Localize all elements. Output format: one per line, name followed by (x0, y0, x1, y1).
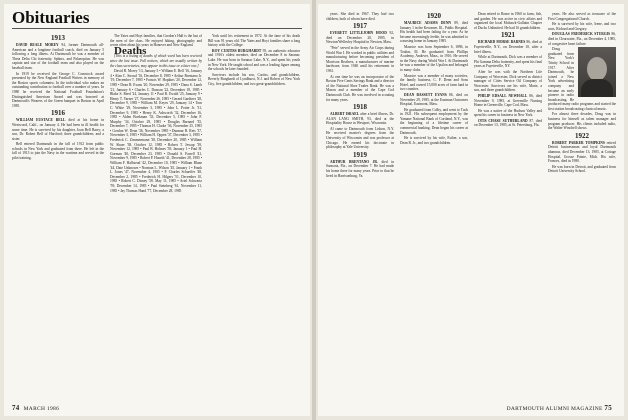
deceased-name: DEAN BASSETT EVANS (404, 92, 447, 97)
deaths-note: [This is a listing of deaths of which word has been received since the last issue. Full notices, which are usually written by the class secretaries, may appear in this issue or a later one.] (110, 54, 202, 68)
column-6 (474, 12, 542, 398)
portrait-suit (581, 79, 613, 97)
obituary-text: In 1919 he received the George C. Comstock award presented by the New England Football Writers in memory of the Boston sports columnist. In the individual who makes an outstanding contribution to football over a number of years. In 1980 he received the National Football Foundation's Distinguished American Award and was honored at Dartmouth's Wearers of the Green banquet in Boston in April 1985. (12, 71, 104, 108)
obituary-text: He graduated from Colby, and went to Tuck in 1921. His subsequent employment by the Yamane National Bank of Cortland, N.Y., was the beginning of a lifetime career of commercial banking. Dean began his career at Dartmouth. (400, 107, 468, 135)
obituary-text: Al came to Dartmouth from Lisbon, N.Y. He received master's degrees from the University of Wisconsin and was professor at Chicago. He earned his doctorate in philosophy at Yale University. (326, 126, 394, 150)
class-year-heading: 1922 (575, 131, 589, 140)
obituary-paragraph (400, 21, 468, 44)
obituary-paragraph (110, 69, 202, 193)
class-year-heading: 1919 (353, 150, 367, 159)
obituary-paragraph (400, 74, 468, 92)
left-page-number: 74 (12, 404, 20, 412)
obituary-paragraph (400, 108, 468, 136)
obituary-paragraph (474, 119, 542, 128)
section-title: Obituaries (12, 8, 90, 27)
portrait-face (587, 57, 607, 81)
obituary-text: after a brief illness, Dr. ALAN LANG SMITH, 93, died at the Hospitality House in Westport, Wisconsin. (326, 112, 394, 126)
page-gutter (312, 0, 316, 420)
obituary-text: years. He also served as treasurer of the First Congregational Church. (548, 12, 616, 21)
obituary-paragraph (548, 141, 616, 164)
right-folio (507, 404, 616, 412)
right-magazine-name: DARTMOUTH ALUMNI MAGAZINE (506, 406, 603, 412)
class-year-heading: 1917 (353, 22, 367, 31)
deceased-name: WILLIAM EUSTACE BELL (16, 118, 66, 123)
obituary-text: The Yates and Hoyt families, that Gordon's Hall is the last of the men of the class. He enjoyed hiking, photography and wrote often about his years in Hanover and New England. (110, 34, 202, 48)
right-page (318, 4, 624, 416)
obituary-text: At one time he was an incorporator of the Boston Five Cents Savings Bank and a director of the National Shoe Trades Bank. He was a Mason and a member of the Cape Cod Dartmouth Club. He was involved in scouting for many years. (326, 74, 394, 102)
obituary-text: David B. Morey '13, January 5 • William E. Bell '16, January 4 • Alan C. Stroud '16, December 8, 1985 • Arthur Brentano Jr. '19, December 7, 1985 • Francis W. Hopkins '20, December 12, 1985 • Dean B. Evans '20, November 29, 1985 • Dana S. Lamb '21, January 6 • Charles C. Duncan '22, December 18, 1985 • Blake S. Reed '24, January 11 • Paul R. Ewald '25, January 9 • Henry T. Varner '27, November 26, 1985 • Gerard Gardiner '28, December 9, 1985 • William M. Keyes '29, January 14 • Tom C. White '29, November 3, 1985 • John L. Potter Jr. '31, December 9, 1985 • Henry K. Ashworth '32, December 16, 1985 • Alden Boekman '33, December 5, 1985 • John F. Murphy '34, October 29, 1985 • Douglas Barnard '35, December 7, 1985 • Thomas H. Clarke '36, November 25, 1985 • Gordon W. Dean '36, November 1985 • Dunmar B. Reis '37, November 3, 1985 • William H. Oppen '37, December 3, 1985 • Frederick C. Zimmermann '38, December 20, 1985 • William W. Shuer '38, October 12, 1985 • Robert T. Jessup '39, November 12, 1985 • Paul B. Holmes '39, January 1 • Paul H. Gorman '40, December 23, 1985 • Donald S. Farrell '41, November 9, 1985 • Robert P. Huseth '41, December 28, 1985 • William F. Hallstead '42, December 10, 1985 • William Blane '44, Date Unknown • Norman L. Wilson '45, January 1 • Frank L. Jones '47, November 4, 1985 • F. Charles Schaeffer '48, December 2, 1985 • Frederick H. Hilgers '51, December 10, 1985 • Robert C. Disney '58, May 11, 1985 • Ariel Schwartz '59, December 14, 1985 • Paul Steinberg '61, November 11, 1985 • Jay Thomas Hand '77, December 28, 1985 (110, 69, 202, 193)
obituary-text: York until his retirement in 1972. At the time of his death Bill was 91 years old. The Yates and Hoyt families share a long history with the College. (208, 34, 300, 48)
class-year-heading: 1916 (51, 109, 65, 118)
obituary-paragraph (474, 70, 542, 93)
deceased-name: RICHARD MORSE BARNES (478, 40, 526, 45)
left-folio (12, 404, 59, 412)
deceased-name: PHILIP EDSALL NEWHALL (478, 93, 528, 98)
obituary-paragraph (474, 55, 542, 69)
obituary-text: 92, died on December 20, 1985, in Newton/Wellesley Hospital in Newton, Mass. (326, 31, 394, 45)
obituary-paragraph (12, 118, 104, 141)
obituary-paragraph (400, 136, 468, 145)
class-year-heading: 1918 (353, 103, 367, 112)
obituary-text: retired Detroit businessman and loyal Dartmouth alumnus, died December 13, 1985, at Cottage Hospital, Grosse Pointe, Mich. His wife, Frances, died in 1980. (548, 140, 616, 164)
obituary-paragraph (326, 127, 394, 150)
obituary-text: died in Sarasota, Fla., on December 7. He had made his home there for many years. Prior to that he lived in Harrisonburg, Va. (326, 159, 394, 178)
obituary-paragraph (12, 43, 104, 71)
obituary-paragraph (474, 12, 542, 30)
obituary-text: For almost three decades, Doug was in business for himself as talent manager and program producer. His clients included radio, the Walter Winchell shows. (548, 112, 616, 131)
obituary-text: Doug graduated from New York's Trinity School in 1917. After Dartmouth, he joined a New York advertising company and became an early pioneer in radio broadcasting. He produced many radio programs and started the first station broadcasting classical music. (548, 47, 616, 111)
obituary-paragraph (474, 94, 542, 108)
deceased-name: MAURICE ADAMS DENN (404, 21, 452, 25)
obituary-text: Maurice was born September 6, 1896, in Toulon, Ill. He graduated from Phillips Academy, Andover, Mass., in 1916. He served in the Navy during World War I. At Dartmouth he was a member of the Upsilon and belonged to many clubs. (400, 44, 468, 72)
obituary-paragraph (12, 142, 104, 160)
obituary-text: years. She died in 1967. They had two children, both of whom have died. (326, 12, 394, 21)
obituary-paragraph (326, 12, 394, 21)
deceased-name: DAVID BEALE MOREY (16, 43, 59, 47)
deceased-name: OTIS CHASE SUTHERLAND (478, 118, 528, 123)
column-7 (548, 12, 616, 398)
deceased-name: EVERETT LITTLEJOHN HOOD (330, 31, 387, 36)
obituary-paragraph (548, 112, 616, 130)
obituary-text: 86, died at Fayetteville, N.Y., on December 10, after a brief illness. (474, 40, 542, 54)
obituary-text: Survivors include his son, Curtiss, and grandchildren, Beverly Burghardt of Lyndhurst, N.J. and Robert of New York City, five grandchildren, and two great-grandchildren. (208, 72, 300, 86)
deceased-name: ROBERT PARKER TOMPKINS (552, 140, 605, 145)
obituary-text: 89, died January 1 in the Kewanee, Ill., Public Hospital. His health had been failing for a year. As he became increasingly feeble, he was admitted to a nursing home in January 1985. (400, 21, 468, 44)
obituary-paragraph (326, 160, 394, 178)
obituary-paragraph (208, 49, 300, 72)
obituary-paragraph (326, 31, 394, 45)
obituary-text: He was a native of the Hudson Valley and spent his career in business in New York. (474, 108, 542, 118)
deceased-name: ROY CURTISS BURGHARDT (212, 48, 262, 53)
obituary-text: 87, died on December 13, 1985, at St. Petersburg, Fla. (474, 118, 542, 128)
obituary-paragraph (548, 32, 616, 46)
obituary-paragraph (12, 72, 104, 109)
obituary-text: Dean retired to Rome in 1960 to farm, fish, and garden. He was active in civic affairs and organized the local Mohawk-Gallatin Chapter of Ducks Unlimited. He had 16 grandchildren. (474, 12, 542, 30)
class-year-heading: 1921 (501, 31, 515, 40)
obituary-paragraph (326, 75, 394, 103)
obituary-paragraph (326, 46, 394, 74)
title-rule (12, 28, 302, 29)
obituary-text: 86, died in Clearwater, Fla., on December 4, 1985, of congestive heart failure. (548, 32, 616, 46)
obituary-text: He is survived by his wife, Esther, a son, Dean B. Jr., and two grandchildren. (400, 136, 468, 145)
obituary-text: Bell entered Dartmouth in the fall of 1912 from public schools in New York and graduated from there. He left in the fall of 1913 to join the Navy in the wartime and served in the pilot training. (12, 142, 104, 161)
deaths-heading: Deaths (114, 44, 147, 57)
obituary-text: died at his home in Westwood, Calif., on January 4. He had been in ill health for some time. He is survived by his daughter, Joan Bell Barry; a son, Dr. Robert Bell of Hartford; three grandchildren; and a sister. (12, 118, 104, 141)
class-year-heading: 1920 (427, 12, 441, 20)
obituary-paragraph (548, 165, 616, 174)
obituary-text: 95, an authentic educator and 1916's oldest member, died on December 8 in Saranac Lake. He was born in Saranac Lake, N.Y., and spent his youth in New York. He taught school and was a leading figure among the schools he later founded. (208, 48, 300, 72)
column-3 (208, 34, 300, 398)
obituary-text: 86, died on November 29, 1985, at the Eastman Outcomes Hospital, Eastmont, Mass. (400, 92, 468, 107)
obituary-text: He is survived by his wife, Irene, and two sons, Richard and Gregory. (548, 22, 616, 31)
portrait-photo (578, 47, 616, 97)
obituary-text: He was born in Detroit, and graduated from Detroit University School. (548, 164, 616, 174)
deceased-name: DOUGLAS FREDERICK STURGIS (552, 32, 611, 37)
deceased-name: ALBERT ISRAEL (330, 112, 360, 117)
obituary-paragraph (548, 12, 616, 21)
obituary-paragraph (474, 40, 542, 54)
column-2 (110, 34, 202, 398)
class-year-heading: 1913 (51, 34, 65, 42)
obituary-text: While at Dartmouth, Dick was a member of Phi Gamma Delta fraternity, and spent his final years at Fayetteville, NY. (474, 55, 542, 69)
deceased-name: ARTHUR BRENTANO JR. (330, 159, 378, 164)
obituary-text: Maurice was a member of many societies, the family business, C. F. Denn and Sons Hotel, and owned 15,000 acres of farm land in two counties. (400, 73, 468, 92)
column-4 (326, 12, 394, 398)
obituary-paragraph (474, 109, 542, 118)
left-issue-date: MARCH 1986 (23, 406, 60, 412)
obituary-paragraph (326, 112, 394, 126)
obituary-text: 86, died November 9, 1985, at Greenville Nursing Home in Greenville, Cape Cod, Mass. (474, 93, 542, 108)
obituary-paragraph (400, 93, 468, 107)
obituary-paragraph (208, 34, 300, 48)
obituary-paragraph (548, 22, 616, 31)
obituary-text: "Pete" served in the Army Air Corps during World War I. He worked in public utilities and manufacturing before becoming president of Morrison Brothers, a manufacturer of marine hardware, from 1940 until his retirement in 1961. (326, 45, 394, 73)
column-1 (12, 34, 104, 398)
column-5 (400, 12, 468, 398)
right-page-number: 75 (604, 404, 612, 412)
left-page (4, 4, 310, 416)
obituary-text: After he was with the Northern Life Company of Worcester, Dick served as district manager of Cities Service Oil Company of Worcester. Survivors are his wife, Marie, a son, and three grandchildren. (474, 69, 542, 93)
obituary-text: 94, former Dartmouth all-American and a longtime football coach, died on January 5 following a long illness. At Dartmouth he was a member of Theta Delta Chi fraternity, Sphinx, and Palaeopitus. He was captain and star of the football team and also played on the baseball team. (12, 43, 104, 70)
obituary-paragraph (400, 45, 468, 73)
obituary-paragraph (208, 73, 300, 87)
